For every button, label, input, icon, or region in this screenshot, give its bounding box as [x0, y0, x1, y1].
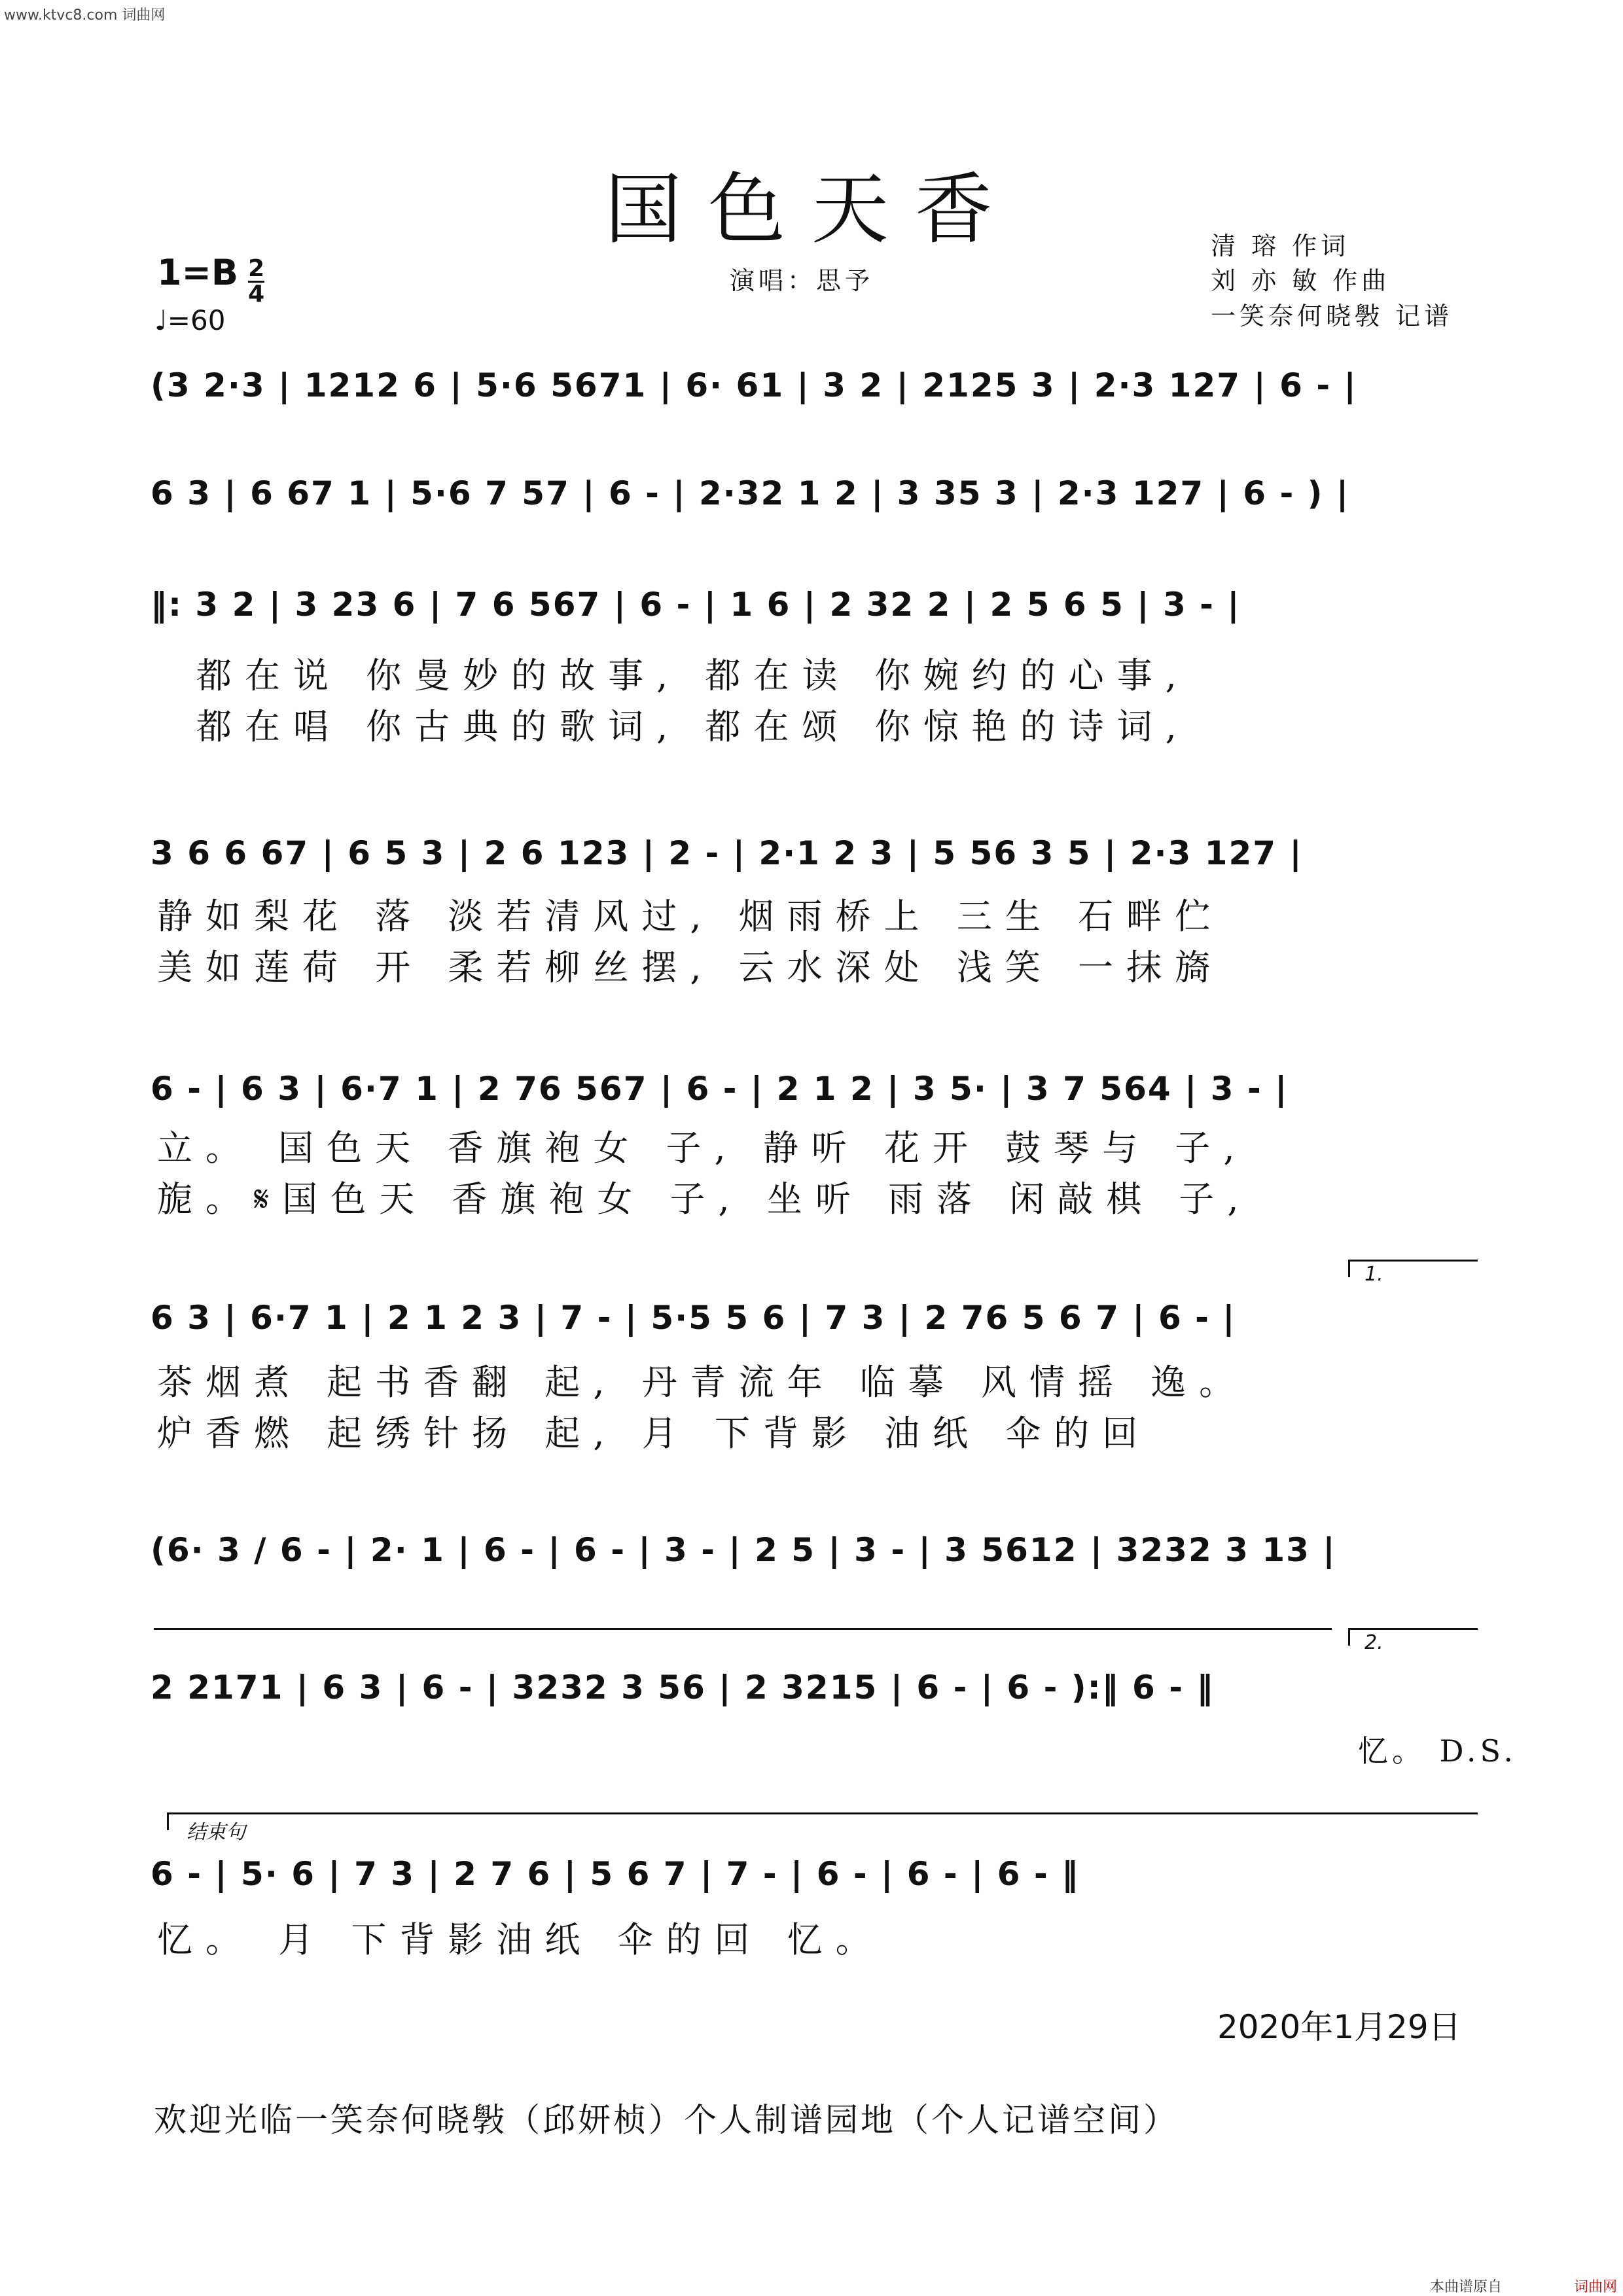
notation-line-3: ‖: 3 2 | 3 23 6 | 7 6 567 | 6 - | 1 6 | 2 32 2 | 2 5 6 5 | 3 - |	[151, 586, 1241, 624]
source-logo-text: 本曲谱原自	[1430, 2279, 1503, 2295]
performer: 演唱：思予	[730, 266, 874, 295]
time-signature-bottom: 4	[248, 281, 265, 308]
lyric-line-8: 忆。 D.S.	[1358, 1733, 1517, 1769]
key-time-block	[157, 252, 264, 306]
date: 2020年1月29日	[1217, 2008, 1461, 2046]
lyric-line-4a: 静如梨花 落 淡若清风过, 烟雨桥上 三生 石畔伫	[157, 896, 1223, 937]
notation-line-2: 6 3 | 6 67 1 | 5·6 7 57 | 6 - | 2·32 1 2 | 3 35 3 | 2·3 127 | 6 - ) |	[151, 474, 1350, 512]
lyric-line-4b: 美如莲荷 开 柔若柳丝摆, 云水深处 浅笑 一抹旖	[157, 947, 1223, 988]
credit-transcriber: 一笑奈何晓斅 记谱	[1211, 302, 1454, 330]
lyric-line-3a: 都在说 你曼妙的故事, 都在读 你婉约的心事,	[196, 655, 1190, 696]
lyric-line-9: 忆。 月 下背影油纸 伞的回 忆。	[157, 1919, 884, 1960]
notation-line-1: (3 2·3 | 1212 6 | 5·6 5671 | 6· 61 | 3 2 | 2125 3 | 2·3 127 | 6 - |	[151, 366, 1357, 404]
lyric-line-5a: 立。 国色天 香旗袍女 子, 静听 花开 鼓琴与 子,	[157, 1127, 1248, 1169]
first-ending-label: 1.	[1364, 1263, 1383, 1286]
ending-bracket	[167, 1812, 1478, 1830]
notation-line-7: (6· 3 / 6 - | 2· 1 | 6 - | 6 - | 3 - | 2 5 | 3 - | 3 5612 | 3232 3 13 |	[151, 1531, 1336, 1569]
notation-line-5: 6 - | 6 3 | 6·7 1 | 2 76 567 | 6 - | 2 1 2 | 3 5· | 3 7 564 | 3 - |	[151, 1070, 1289, 1108]
key-signature: 1=B	[157, 252, 238, 293]
ktvc8-logo: 词曲网	[1574, 2279, 1618, 2295]
page-title: 国色天香	[604, 164, 1018, 255]
time-signature-top: 2	[248, 255, 265, 282]
lyric-line-6a: 茶烟煮 起书香翻 起, 丹青流年 临摹 风情摇 逸。	[157, 1362, 1248, 1403]
coda-line	[154, 1628, 1332, 1630]
tempo-marking: ♩=60	[154, 304, 226, 336]
notation-line-6: 6 3 | 6·7 1 | 2 1 2 3 | 7 - | 5·5 5 6 | 7 3 | 2 76 5 6 7 | 6 - |	[151, 1299, 1236, 1337]
credit-composer: 刘 亦 敏 作曲	[1211, 266, 1391, 295]
credit-lyricist: 清 瑢 作词	[1211, 232, 1350, 260]
ending-label: 结束句	[187, 1821, 245, 1844]
lyric-line-5b: 旎。𝄋国色天 香旗袍女 子, 坐听 雨落 闲敲棋 子,	[157, 1178, 1252, 1220]
lyric-line-3b: 都在唱 你古典的歌词, 都在颂 你惊艳的诗词,	[196, 706, 1190, 747]
notation-line-8: 2 2171 | 6 3 | 6 - | 3232 3 56 | 2 3215 | 6 - | 6 - ):‖ 6 - ‖	[151, 1669, 1215, 1706]
watermark: www.ktvc8.com 词曲网	[4, 7, 166, 24]
notation-line-9: 6 - | 5· 6 | 7 3 | 2 7 6 | 5 6 7 | 7 - | 6 - | 6 - | 6 - ‖	[151, 1855, 1080, 1893]
time-signature	[248, 257, 264, 306]
lyric-line-6b: 炉香燃 起绣针扬 起, 月 下背影 油纸 伞的回	[157, 1413, 1151, 1454]
second-ending-label: 2.	[1364, 1631, 1383, 1654]
footer-note: 欢迎光临一笑奈何晓斅（邱妍桢）个人制谱园地（个人记谱空间）	[154, 2101, 1179, 2139]
notation-line-4: 3 6 6 67 | 6 5 3 | 2 6 123 | 2 - | 2·1 2 3 | 5 56 3 5 | 2·3 127 |	[151, 834, 1303, 872]
